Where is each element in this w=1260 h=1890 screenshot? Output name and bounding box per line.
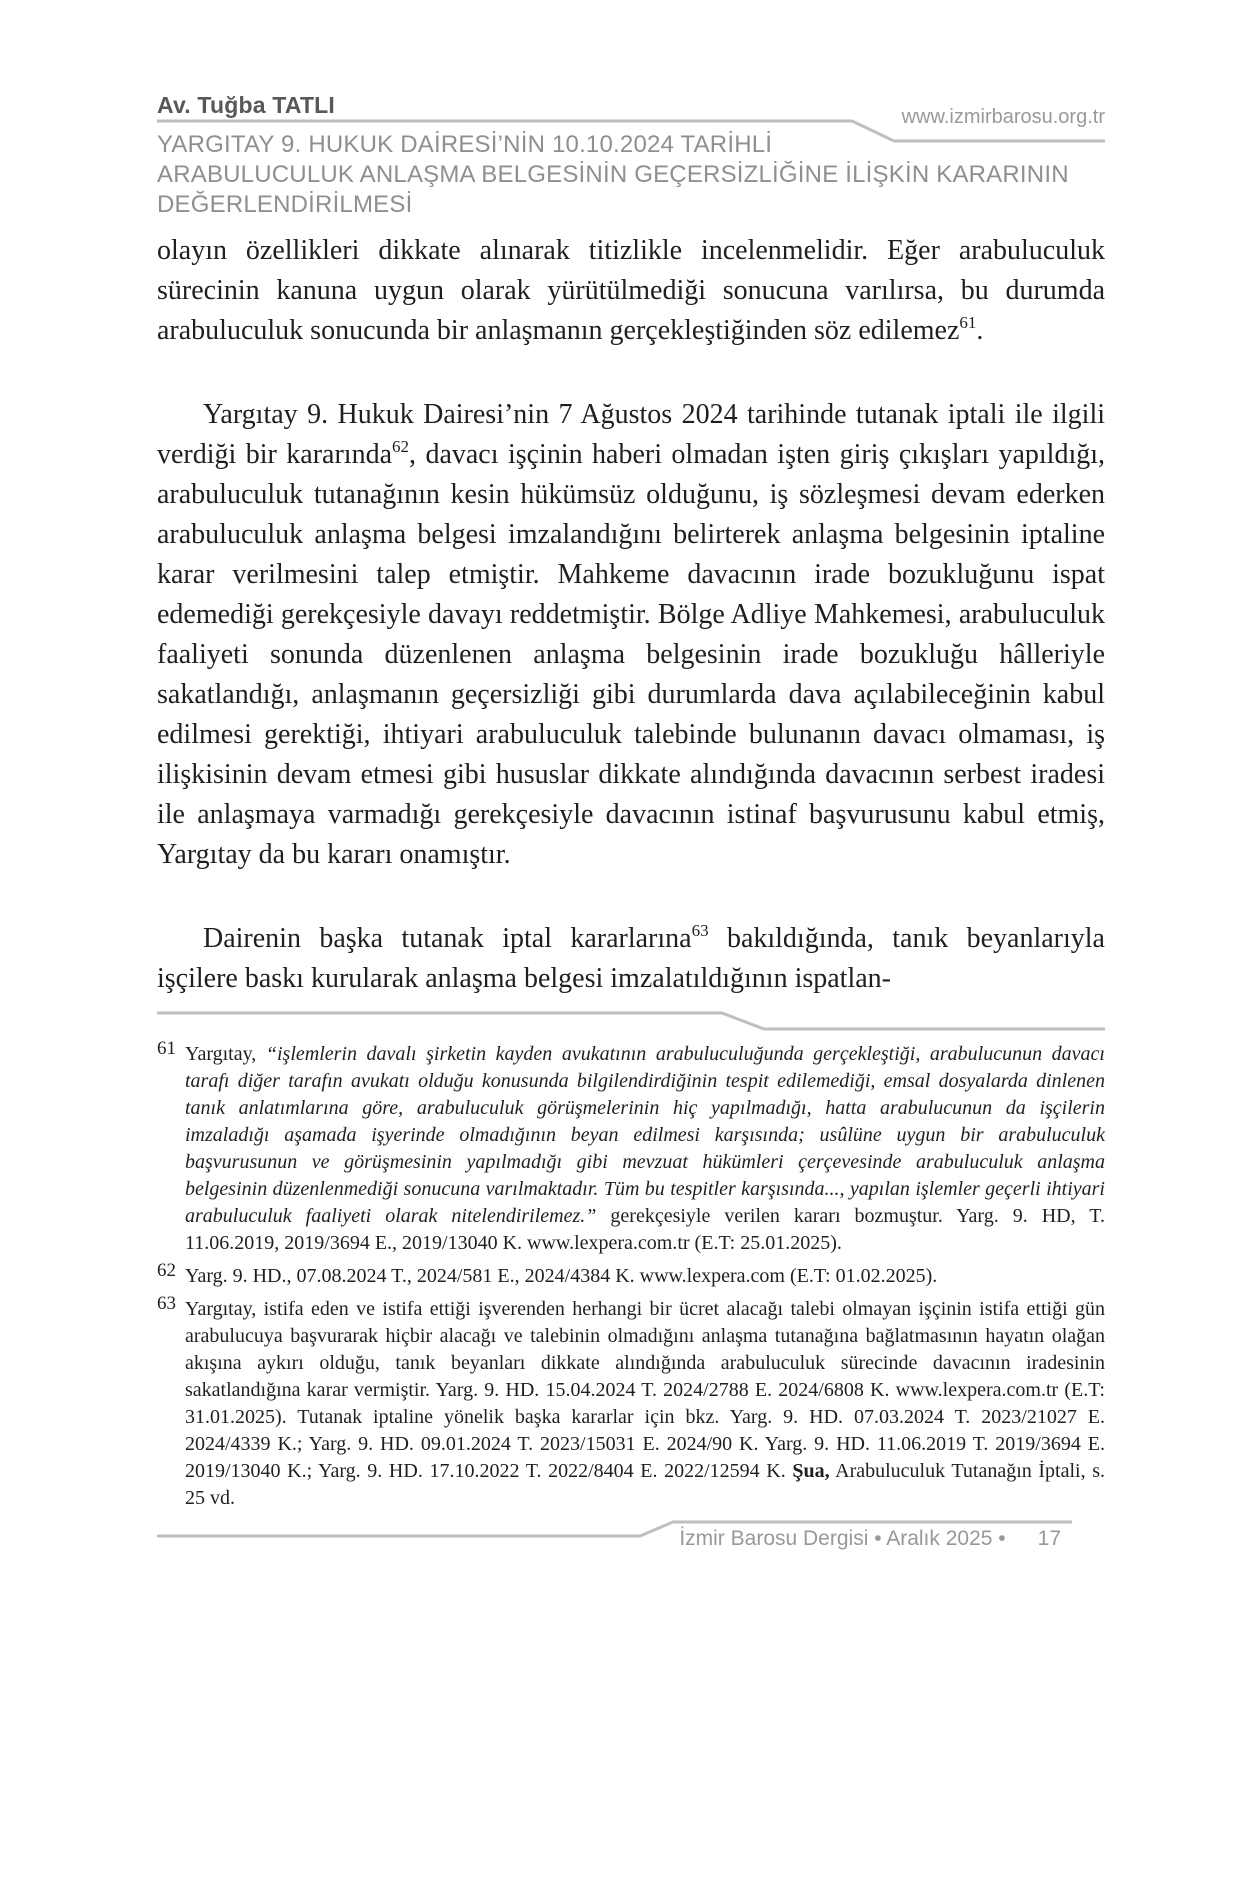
paragraph-1-text: olayın özellikleri dikkate alınarak titizlikle incelenmelidir. Eğer arabuluculuk sürecinin kanuna uygun olarak yürütülmediği sonucuna varılırsa, bu durumda arabuluculuk sonucunda bir anlaşmanın gerçekleştiğinden söz edilemez	[157, 235, 1105, 346]
author-name: Av. Tuğba TATLI	[157, 92, 336, 118]
footnote-61-number: 61	[157, 1038, 176, 1059]
site-url: www.izmirbarosu.org.tr	[901, 106, 1105, 128]
footnotes	[157, 1038, 1106, 1512]
page-footer	[157, 1520, 1105, 1564]
footnote-61	[157, 1038, 1106, 1257]
paragraph-3-text-pre: Dairenin başka tutanak iptal kararlarına	[203, 923, 692, 954]
footnote-rule	[157, 1011, 1105, 1031]
paragraph-1-end: .	[976, 315, 984, 346]
footnote-ref-61: 61	[959, 313, 977, 332]
paragraph-1	[157, 231, 1105, 351]
footnote-62	[157, 1260, 1105, 1290]
paragraph-2-text-pre: Yargıtay 9. Hukuk Dairesi’nin 7 Ağustos 2024 tarihinde tutanak iptali ile ilgili verdiği bir kararında	[157, 399, 1105, 470]
journal-name: İzmir Barosu Dergisi • Aralık 2025 •	[679, 1527, 1006, 1550]
footnote-ref-63: 63	[691, 921, 709, 940]
footnote-63-text-pre: Yargıtay, istifa eden ve istifa ettiği işverenden herhangi bir ücret alacağı talebi olmayan işçinin istifa ettiği gün arabulucuya başvurarak hiçbir alacağı ve talebinin olmadığını anlaşma tutanağına bağlatmasının hayatın olağan akışına aykırı olduğu, tanık beyanları dikkate alındığında arabuluculuk sürecinde davacının iradesinin sakatlandığına karar vermiştir. Yarg. 9. HD. 15.04.2024 T. 2024/2788 E. 2024/6808 K. www.lexpera.com.tr (E.T: 31.01.2025). Tutanak iptaline yönelik başka kararlar için bkz. Yarg. 9. HD. 07.03.2024 T. 2023/21027 E. 2024/4339 K.; Yarg. 9. HD. 09.01.2024 T. 2023/15031 E. 2024/90 K. Yarg. 9. HD. 11.06.2019 T. 2019/3694 E. 2019/13040 K.; Yarg. 9. HD. 17.10.2022 T. 2022/8404 E. 2022/12594 K.	[185, 1298, 1105, 1482]
paragraph-2-text-post: , davacı işçinin haberi olmadan işten giriş çıkışları yapıldığı, arabuluculuk tutanağının kesin hükümsüz olduğunu, iş sözleşmesi devam ederken arabuluculuk anlaşma belgesi imzalandığını belirterek anlaşma belgesinin iptaline karar verilmesini talep etmiştir. Mahkeme davacının irade bozukluğunu ispat edemediği gerekçesiyle davayı reddetmiştir. Bölge Adliye Mahkemesi, arabuluculuk faaliyeti sonunda düzenlenen anlaşma belgesinin irade bozukluğu hâlleriyle sakatlandığı, anlaşmanın geçersizliği gibi durumlarda dava açılabileceğinin kabul edilmesi gerektiği, ihtiyari arabuluculuk talebinde bulunanın davacı olmaması, iş ilişkisinin devam etmesi gibi hususlar dikkate alındığında davacının serbest iradesi ile anlaşmaya varmadığı gerekçesiyle davacının istinaf başvurusunu kabul etmiş, Yargıtay da bu kararı onamıştır.	[157, 439, 1105, 870]
paragraph-3-text-post: bakıldığında, tanık beyanlarıyla işçilere baskı kurularak anlaşma belgesi imzalatıldığının ispatlan-	[157, 923, 1105, 994]
article-body	[157, 231, 1105, 1564]
footnote-63-number: 63	[157, 1293, 176, 1314]
page-number: 17	[1037, 1527, 1061, 1550]
paragraph-3	[157, 919, 1105, 999]
footnote-62-text: Yarg. 9. HD., 07.08.2024 T., 2024/581 E., 2024/4384 K. www.lexpera.com (E.T: 01.02.2025).	[185, 1265, 938, 1287]
footnote-63-work-title: Arabuluculuk Tutanağın İptali, s. 25 vd.	[185, 1460, 1105, 1509]
footnote-ref-62: 62	[392, 437, 409, 456]
footnote-61-text-post: gerekçesiyle verilen kararı bozmuştur. Yarg. 9. HD, T. 11.06.2019, 2019/3694 E., 2019/13040 K. www.lexpera.com.tr (E.T: 25.01.2025).	[185, 1205, 1106, 1254]
footnote-63	[157, 1293, 1105, 1512]
article-title-line-1: YARGITAY 9. HUKUK DAİRESİ’NİN 10.10.2024 TARİHLİ	[157, 131, 773, 158]
footnote-61-text-pre: Yargıtay,	[185, 1043, 266, 1065]
footnote-63-author: Şua,	[792, 1460, 830, 1482]
article-title-line-2: ARABULUCULUK ANLAŞMA BELGESİNİN GEÇERSİZLİĞİNE İLİŞKİN KARARININ	[157, 161, 1069, 188]
article-title-line-3: DEĞERLENDİRİLMESİ	[157, 191, 413, 218]
footer-text	[679, 1527, 1061, 1551]
article-title	[157, 130, 1117, 220]
footnote-61-quote: “işlemlerin davalı şirketin kayden avukatının arabuluculuğunda gerçekleştiği, arabulucunun davacı tarafı diğer tarafın avukatı olduğu konusunda bilgilendirdiğinin tespit edilemediği, emsal dosyalarda dinlenen tanık anlatımlarına göre, arabuluculuk görüşmelerinin hiç yapılmadığı, hatta arabulucunun da işçilerin imzaladığı aşamada işyerinde olmadığının beyan edilmesi karşısında; usûlüne uygun bir arabuluculuk başvurusunun ve görüşmesinin yapılmadığı gibi mevzuat hükümleri çerçevesinde arabuluculuk anlaşma belgesinin düzenlenmediği sonucuna varılmaktadır. Tüm bu tespitler karşısında..., yapılan işlemler geçerli ihtiyari arabuluculuk faaliyeti olarak nitelendirilemez.”	[185, 1043, 1105, 1227]
paragraph-2	[157, 395, 1105, 875]
footnote-62-number: 62	[157, 1260, 176, 1281]
